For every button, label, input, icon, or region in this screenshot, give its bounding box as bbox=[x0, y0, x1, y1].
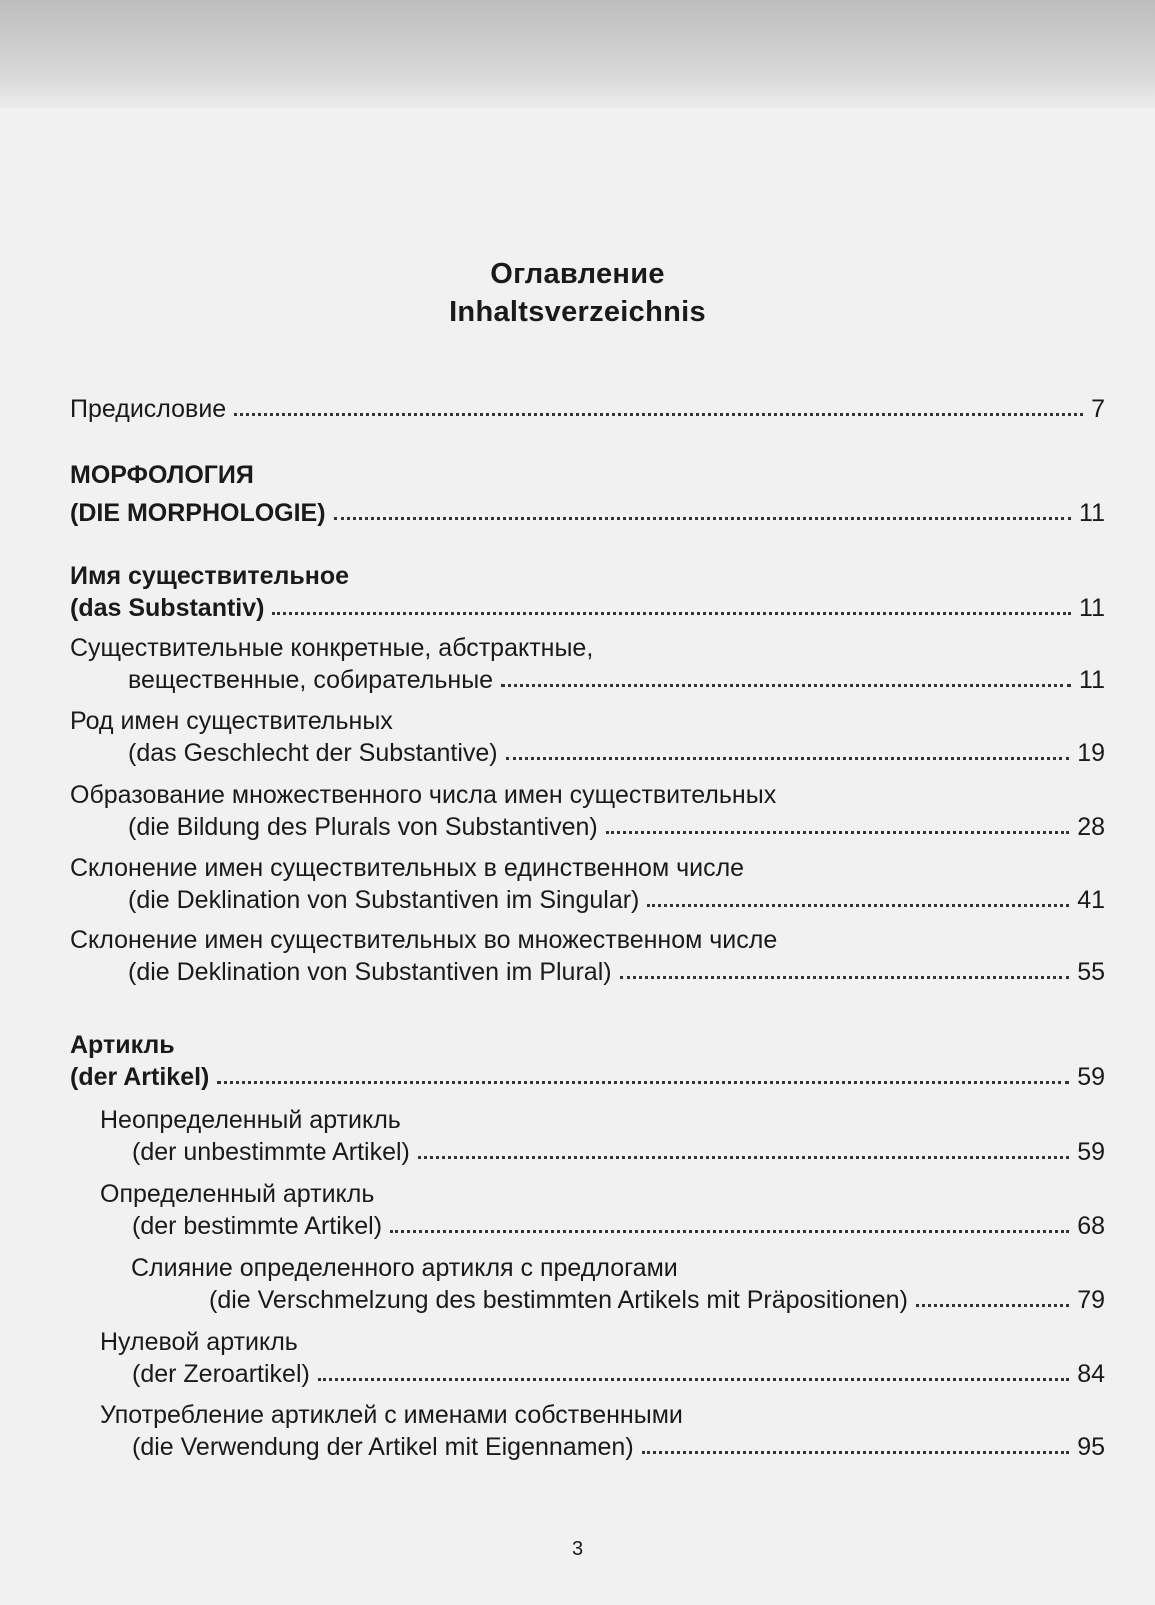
leader-dots bbox=[390, 1230, 1069, 1233]
entry-page: 11 bbox=[1079, 594, 1105, 622]
toc-entry-preface bbox=[70, 394, 1105, 424]
leader-dots bbox=[418, 1156, 1069, 1159]
entry-title: Имя существительное bbox=[70, 562, 350, 590]
leader-dots bbox=[606, 831, 1069, 834]
toc-entry-definite-article bbox=[100, 1179, 1105, 1241]
entry-page: 55 bbox=[1077, 958, 1105, 986]
page-number: 3 bbox=[571, 1538, 584, 1560]
entry-title: Род имен существительных bbox=[70, 707, 393, 735]
entry-subtitle: (die Deklination von Substantiven im Plural) bbox=[128, 958, 612, 986]
entry-subtitle: (der bestimmte Artikel) bbox=[132, 1212, 383, 1240]
leader-dots bbox=[506, 757, 1070, 760]
entry-page: 28 bbox=[1077, 813, 1105, 841]
entry-page: 79 bbox=[1077, 1286, 1105, 1314]
toc-entry-declension-plural bbox=[70, 925, 1105, 987]
toc-entry-declension-singular bbox=[70, 853, 1105, 915]
toc-title-de: Inhaltsverzeichnis bbox=[449, 296, 706, 328]
entry-title: Склонение имен существительных во множественном числе bbox=[70, 926, 778, 954]
entry-subtitle: (die Bildung des Plurals von Substantiven) bbox=[128, 813, 598, 841]
leader-dots bbox=[620, 976, 1070, 979]
entry-page: 11 bbox=[1079, 499, 1105, 527]
entry-page: 95 bbox=[1077, 1433, 1105, 1461]
entry-subtitle: (der Zeroartikel) bbox=[132, 1360, 310, 1388]
entry-page: 84 bbox=[1077, 1360, 1105, 1388]
entry-page: 19 bbox=[1077, 739, 1105, 767]
toc-entry-article bbox=[70, 1030, 1105, 1092]
toc-entry-substantive bbox=[70, 561, 1105, 623]
entry-subtitle: (das Geschlecht der Substantive) bbox=[128, 739, 498, 767]
toc-entry-merge bbox=[131, 1253, 1105, 1315]
entry-page: 41 bbox=[1077, 886, 1105, 914]
toc-entry-concrete bbox=[70, 633, 1105, 695]
entry-title: Нулевой артикль bbox=[100, 1328, 298, 1356]
toc-entry-plural bbox=[70, 780, 1105, 842]
entry-page: 59 bbox=[1077, 1138, 1105, 1166]
entry-subtitle: (die Verschmelzung des bestimmten Artikels mit Präpositionen) bbox=[209, 1286, 908, 1314]
toc-entry-morphology bbox=[70, 460, 1105, 528]
entry-title: Артикль bbox=[70, 1031, 175, 1059]
entry-page: 7 bbox=[1091, 395, 1105, 423]
entry-subtitle: (DIE MORPHOLOGIE) bbox=[70, 499, 326, 527]
entry-title: Образование множественного числа имен существительных bbox=[70, 781, 777, 809]
toc-title-ru: Оглавление bbox=[490, 258, 665, 290]
toc-entry-indefinite-article bbox=[100, 1105, 1105, 1167]
leader-dots bbox=[318, 1378, 1069, 1381]
leader-dots bbox=[647, 904, 1069, 907]
entry-title: Склонение имен существительных в единственном числе bbox=[70, 854, 745, 882]
leader-dots bbox=[234, 413, 1083, 416]
toc-entry-proper-names bbox=[100, 1400, 1105, 1462]
entry-title: Употребление артиклей с именами собственными bbox=[100, 1401, 683, 1429]
leader-dots bbox=[642, 1451, 1070, 1454]
leader-dots bbox=[334, 517, 1071, 520]
entry-page: 59 bbox=[1077, 1063, 1105, 1091]
entry-title: Предисловие bbox=[70, 395, 227, 423]
leader-dots bbox=[916, 1304, 1069, 1307]
entry-subtitle: вещественные, собирательные bbox=[128, 666, 494, 694]
entry-page: 11 bbox=[1079, 666, 1105, 694]
entry-title: Неопределенный артикль bbox=[100, 1106, 401, 1134]
leader-dots bbox=[272, 612, 1071, 615]
toc-entry-gender bbox=[70, 706, 1105, 768]
entry-page: 68 bbox=[1077, 1212, 1105, 1240]
leader-dots bbox=[501, 684, 1071, 687]
page-shadow-band bbox=[0, 0, 1155, 108]
leader-dots bbox=[217, 1081, 1069, 1084]
entry-subtitle: (die Deklination von Substantiven im Singular) bbox=[128, 886, 640, 914]
entry-subtitle: (der Artikel) bbox=[70, 1063, 210, 1091]
entry-subtitle: (die Verwendung der Artikel mit Eigennamen) bbox=[132, 1433, 634, 1461]
entry-title: Существительные конкретные, абстрактные, bbox=[70, 634, 594, 662]
entry-title: Определенный артикль bbox=[100, 1180, 375, 1208]
entry-subtitle: (der unbestimmte Artikel) bbox=[132, 1138, 410, 1166]
entry-title: Слияние определенного артикля с предлогами bbox=[131, 1254, 678, 1282]
entry-title: МОРФОЛОГИЯ bbox=[70, 461, 254, 489]
toc-entry-zero-article bbox=[100, 1327, 1105, 1389]
entry-subtitle: (das Substantiv) bbox=[70, 594, 265, 622]
